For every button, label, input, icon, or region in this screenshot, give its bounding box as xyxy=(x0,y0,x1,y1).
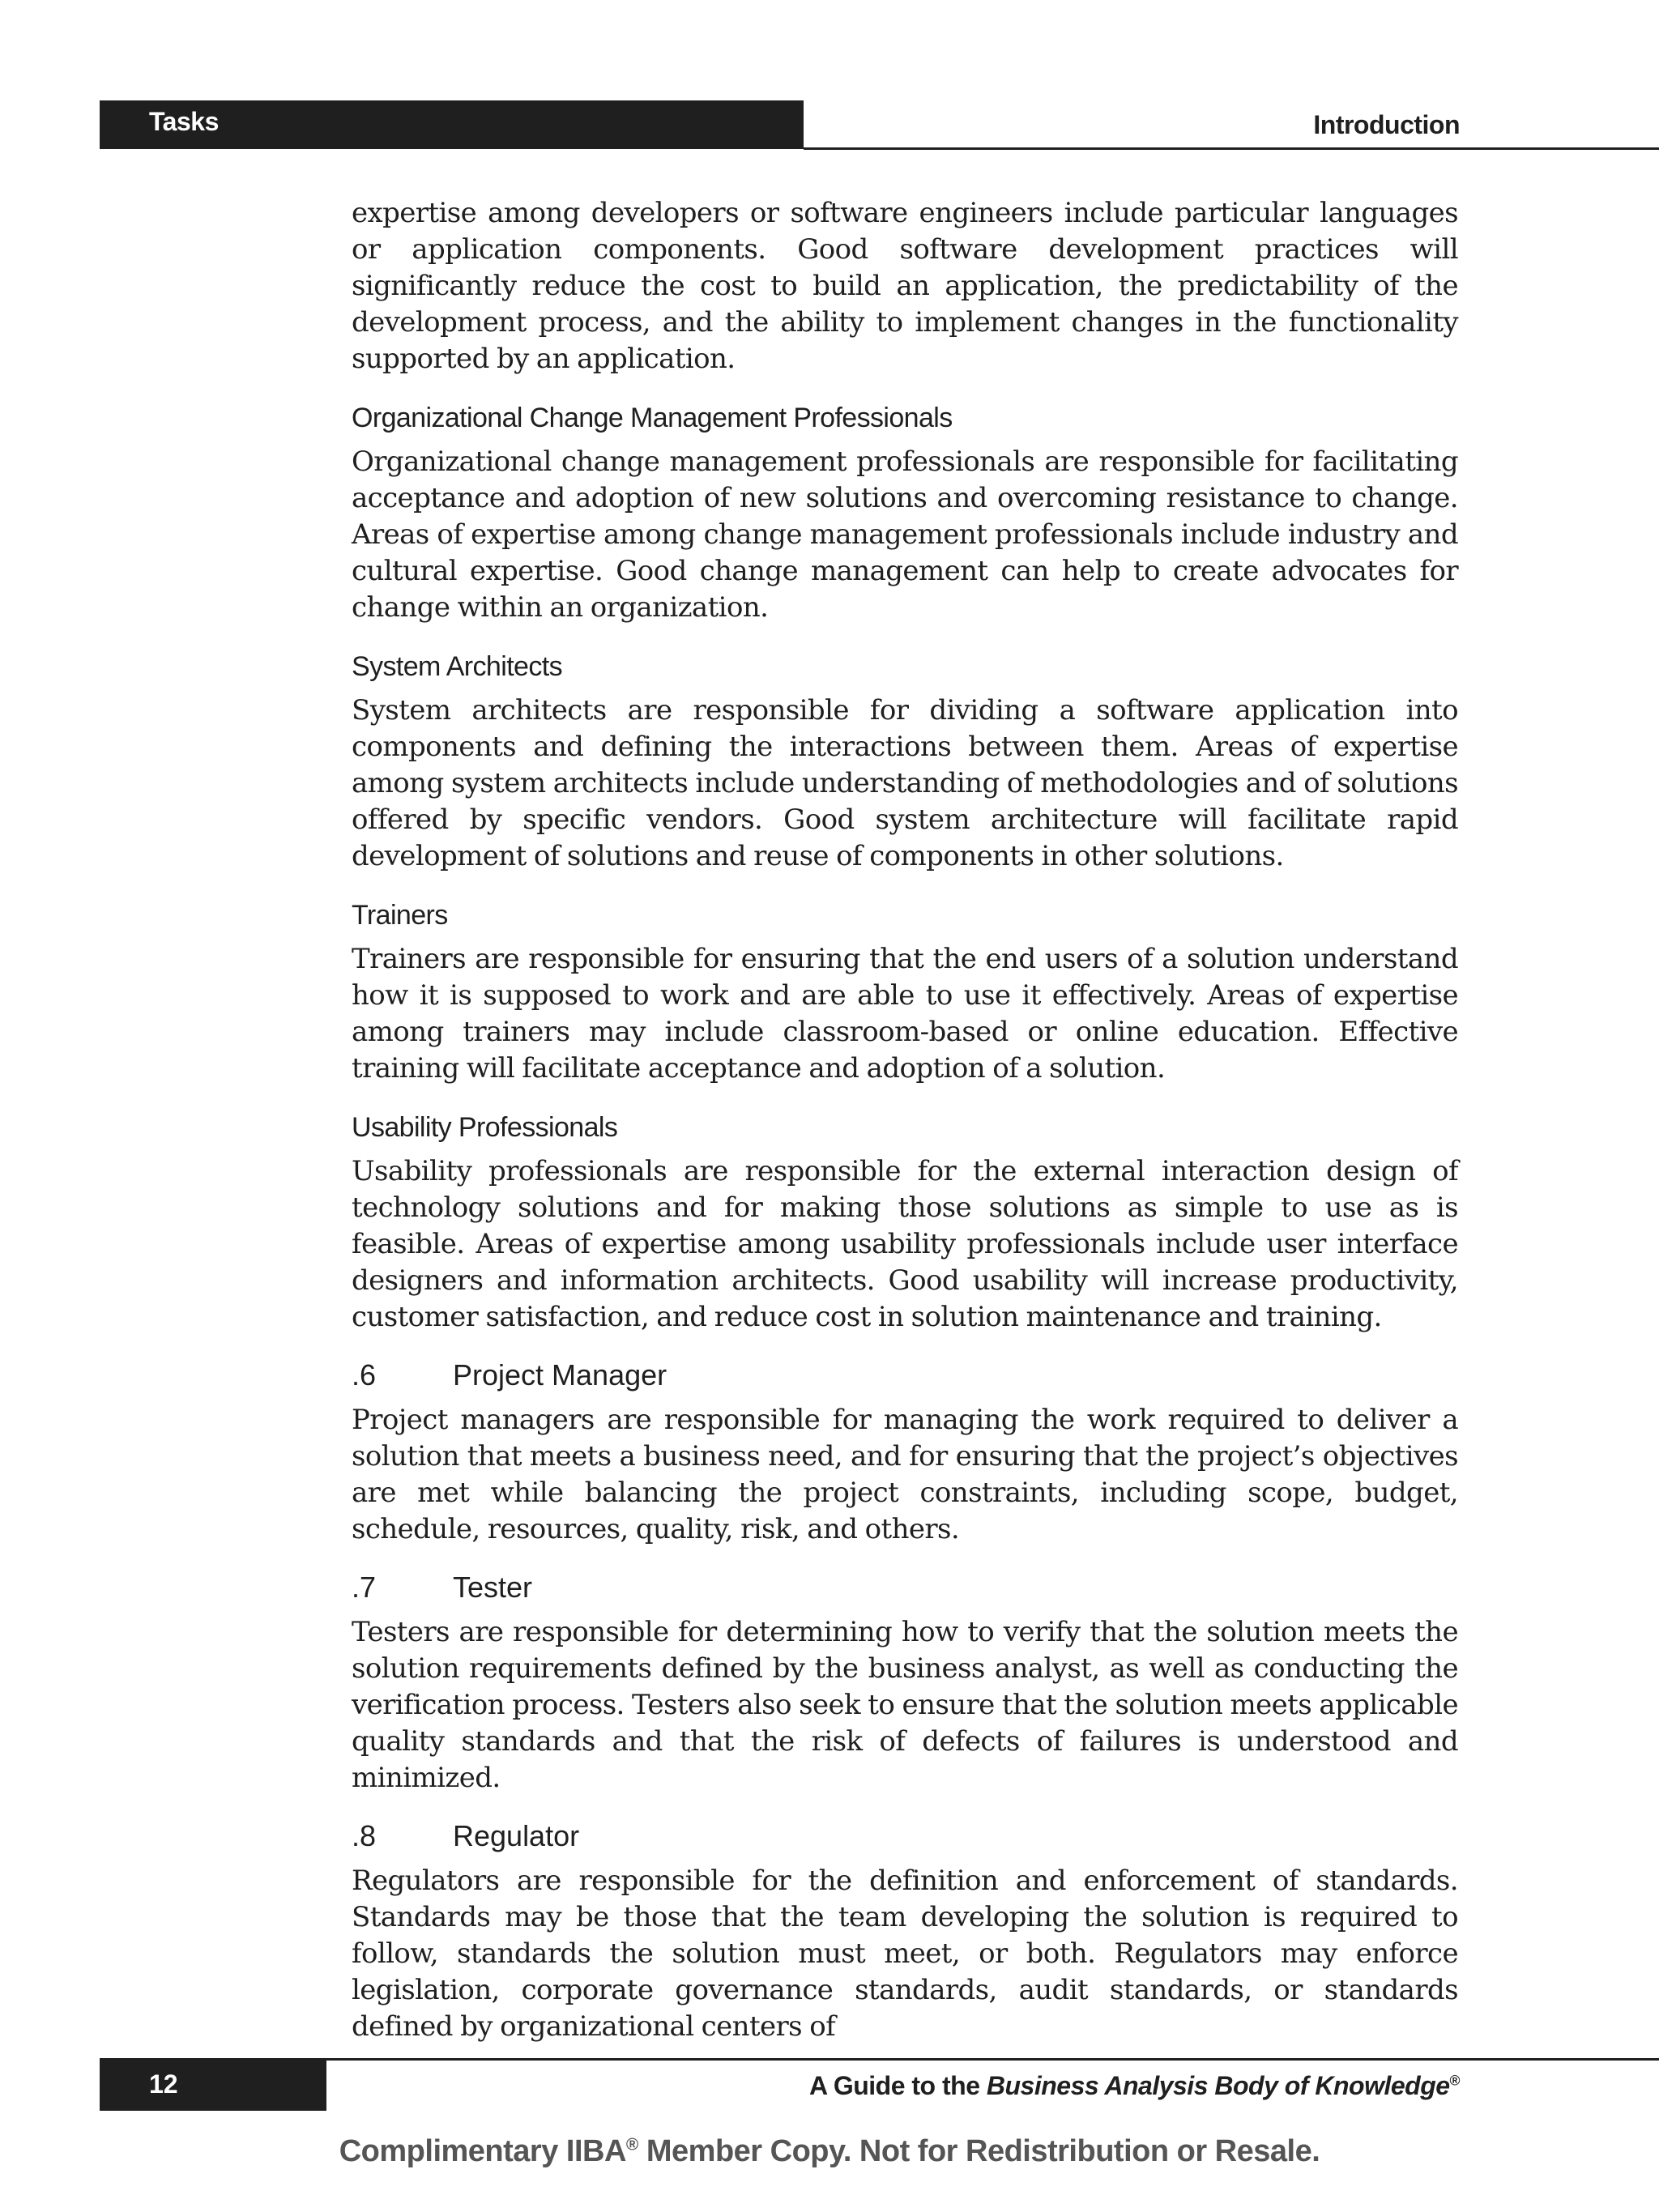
notice-suffix: Member Copy. Not for Redistribution or Resale. xyxy=(638,2134,1320,2168)
section-number: .7 xyxy=(352,1571,377,1604)
footer-book-title xyxy=(809,2071,1460,2101)
section-number: .6 xyxy=(352,1358,377,1392)
subsection-heading: Organizational Change Management Professionals xyxy=(352,403,953,433)
section-body: Project managers are responsible for managing the work required to deliver a solution that meets a business need, and for ensuring that the project’s objectives are met while balancing the project constraints, including scope, budget, schedule, resources, quality, risk, and others. xyxy=(352,1404,1458,1545)
subsection-body: Trainers are responsible for ensuring that the end users of a solution understand how it is supposed to work and are able to use it effectively. Areas of expertise among trainers may include classroom-based or online education. Effective training will facilitate acceptance and adoption of a solution. xyxy=(352,943,1458,1085)
copyright-notice xyxy=(0,2134,1659,2169)
registered-mark: ® xyxy=(625,2135,638,2154)
header-rule xyxy=(804,147,1659,150)
section-title: Regulator xyxy=(453,1819,580,1852)
registered-mark: ® xyxy=(1449,2072,1460,2089)
subsection-heading: Trainers xyxy=(352,900,448,931)
subsection-heading: System Architects xyxy=(352,651,562,682)
section-heading xyxy=(352,1819,1458,1853)
section-title: Project Manager xyxy=(453,1358,667,1392)
page-number: 12 xyxy=(149,2069,178,2099)
section-heading xyxy=(352,1571,1458,1605)
section-title: Tester xyxy=(453,1571,533,1604)
footer-rule xyxy=(100,2058,1659,2061)
section-heading xyxy=(352,1358,1458,1392)
subsection-body: System architects are responsible for dividing a software application into components and defining the interactions between them. Areas of expertise among system architects include understanding of methodologies and of solutions offered by specific vendors. Good system architecture will facilitate rapid development of solutions and reuse of components in other solutions. xyxy=(352,694,1458,872)
subsection-body: Usability professionals are responsible for the external interaction design of technology solutions and for making those solutions as simple to use as is feasible. Areas of expertise among usability professionals include user interface designers and information architects. Good usability will increase productivity, customer satisfaction, and reduce cost in solution maintenance and training. xyxy=(352,1155,1458,1333)
subsection-heading: Usability Professionals xyxy=(352,1112,618,1143)
footer-bar xyxy=(100,2061,326,2111)
section-body: Testers are responsible for determining how to verify that the solution meets the solution requirements defined by the business analyst, as well as conducting the verification process. Testers also seek to ensure that the solution meets applicable quality standards and that the risk of defects of failures is understood and minimized. xyxy=(352,1616,1458,1794)
intro-paragraph: expertise among developers or software engineers include particular languages or application components. Good software development practices will significantly reduce the cost to build an application, the predictability of the development process, and the ability to implement changes in the functionality supported by an application. xyxy=(352,197,1458,375)
notice-prefix: Complimentary IIBA xyxy=(339,2134,626,2168)
footer-title-prefix: A Guide to the xyxy=(809,2071,987,2100)
page-content xyxy=(352,195,1458,2045)
header-chapter-label: Introduction xyxy=(1313,110,1460,139)
section-body: Regulators are responsible for the definition and enforcement of standards. Standards may be those that the team developing the solution is required to follow, standards the solution must meet, or both. Regulators may enforce legislation, corporate governance standards, audit standards, or standards defined by organizational centers of xyxy=(352,1865,1458,2043)
subsection-body: Organizational change management professionals are responsible for facilitating acceptance and adoption of new solutions and overcoming resistance to change. Areas of expertise among change management professionals include industry and cultural expertise. Good change management can help to create advocates for change within an organization. xyxy=(352,445,1458,624)
section-number: .8 xyxy=(352,1819,377,1852)
footer-title-italic: Business Analysis Body of Knowledge xyxy=(986,2071,1450,2100)
header-section-label: Tasks xyxy=(149,107,219,136)
